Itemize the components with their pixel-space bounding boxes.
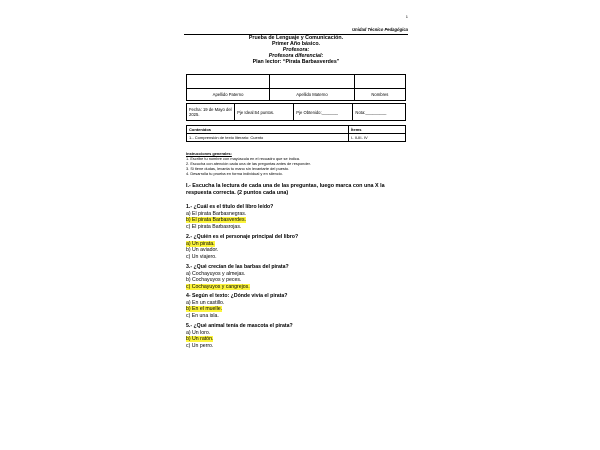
first-names-field[interactable] [354,75,405,89]
option-c[interactable] [186,313,408,320]
option-label: c) Un viajero. [186,253,217,260]
option-b[interactable] [186,306,408,313]
instruction-item: 2. Escucha con atención cada una de las preguntas antes de responder. [186,161,311,166]
contents-table [186,125,406,142]
instruction-item: 4. Desarrolla tu prueba en forma individual y en silencio. [186,171,283,176]
test-title: Prueba de Lenguaje y Comunicación. [248,35,344,41]
option-c[interactable] [186,284,408,291]
option-c[interactable] [186,224,408,231]
paternal-surname-label: Apellido Paterno [187,89,270,101]
maternal-surname-field[interactable] [270,75,355,89]
unit-header: Unidad Técnico Pedagógica [352,27,408,32]
option-label-highlighted: b) El pirata Barbasverdes. [186,217,246,224]
date-cell: Fecha: 19 de Mayo del 2025. [187,104,235,121]
option-label-highlighted: c) Cochayuyos y cangrejos. [186,283,250,290]
grade-cell[interactable]: Nota:_________ [353,104,406,121]
score-info-table [186,103,406,121]
option-label: a) En un castillo. [186,299,225,306]
option-c[interactable] [186,343,408,350]
option-label-highlighted: b) En el muelle. [186,306,223,313]
question-text: 4- Según el texto: ¿Dónde vivía el pirata? [186,293,288,299]
option-label: c) En una isla. [186,312,219,319]
option-b[interactable] [186,247,408,254]
option-label: b) Un aviador. [186,247,219,254]
paternal-surname-field[interactable] [187,75,270,89]
question-3 [186,264,408,290]
content-row: 1.- Comprensión de texto literario: Cuento [187,134,349,142]
question-4 [186,293,408,319]
instructions-title: Instrucciones generales: [186,151,232,156]
instructions [186,151,311,176]
reading-plan: Plan lector: “Pirata Barbasverdes” [252,59,340,65]
instruction-item: 3. Si tiene dudas, levanta tu mano sin levantarte del puesto. [186,166,290,171]
obtained-score-cell[interactable]: Pje Obtenido:_______ [294,104,353,121]
items-row: I- II-III- IV [349,134,406,142]
test-grade: Primer Año básico. [271,41,321,47]
instruction-item: 1. Escribe tu nombre con mayúscula en el recuadro que se indica. [186,156,300,161]
option-b[interactable] [186,277,408,284]
test-titles [180,35,412,65]
option-a[interactable] [186,211,408,218]
question-text: 5.- ¿Qué animal tenía de mascota el pirata? [186,323,293,329]
question-2 [186,234,408,260]
contents-header: Contenidos [187,126,349,134]
option-label-highlighted: a) Un pirata. [186,240,215,247]
option-label: a) El pirata Barbasnegras. [186,210,247,217]
option-a[interactable] [186,241,408,248]
question-text: 1.- ¿Cuál es el título del libro leído? [186,204,274,210]
option-c[interactable] [186,254,408,261]
option-b[interactable] [186,217,408,224]
question-text: 3.- ¿Qué crecían de las barbas del pirata? [186,264,289,270]
items-header: Ítems [349,126,406,134]
student-name-table [186,74,406,101]
section-title: I.- Escucha la lectura de cada una de las preguntas, luego marca con una X la respuesta correcta. (2 puntos cada una) [186,183,385,196]
option-a[interactable] [186,330,408,337]
first-names-label: Nombres [354,89,405,101]
teacher-label: Profesora: [282,47,310,53]
option-label: a) Cochayuyos y almejas. [186,270,246,277]
option-label-highlighted: b) Un ratón. [186,336,214,343]
option-label: a) Un loro. [186,329,211,336]
option-label: c) El pirata Barbasrojas. [186,223,242,230]
ideal-score-cell: Pje Ideal:64 puntos. [235,104,294,121]
page-number: 1 [405,14,408,19]
document-page [180,10,412,440]
question-5 [186,323,408,349]
option-a[interactable] [186,300,408,307]
question-text: 2.- ¿Quién es el personaje principal del libro? [186,234,299,240]
option-label: c) Un perro. [186,342,214,349]
special-teacher-label: Profesora diferencial: [268,53,324,59]
option-a[interactable] [186,271,408,278]
maternal-surname-label: Apellido Materno [270,89,355,101]
option-label: b) Cochayuyos y peces. [186,277,242,284]
question-1 [186,204,408,230]
option-b[interactable] [186,336,408,343]
